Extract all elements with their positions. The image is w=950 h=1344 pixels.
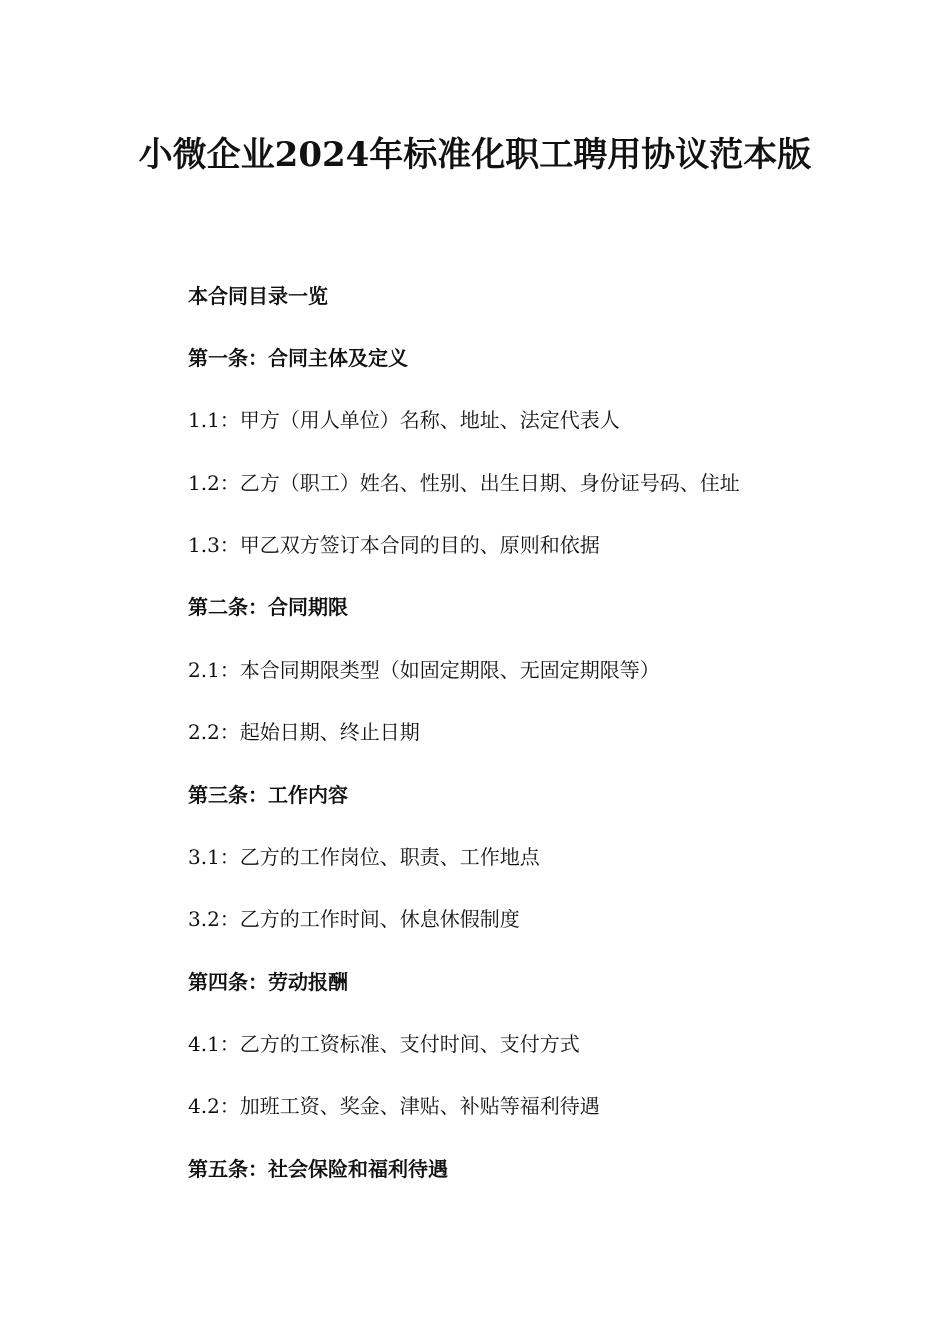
clause-1-2: 1.2：乙方（职工）姓名、性别、出生日期、身份证号码、住址 xyxy=(188,471,740,495)
clause-4-2: 4.2：加班工资、奖金、津贴、补贴等福利待遇 xyxy=(188,1094,600,1118)
clause-1-1: 1.1：甲方（用人单位）名称、地址、法定代表人 xyxy=(188,408,620,432)
clause-4-1: 4.1：乙方的工资标准、支付时间、支付方式 xyxy=(188,1032,580,1056)
clause-3-1: 3.1：乙方的工作岗位、职责、工作地点 xyxy=(188,845,540,869)
article-3-heading: 第三条：工作内容 xyxy=(188,783,348,807)
clause-2-2: 2.2：起始日期、终止日期 xyxy=(188,720,420,744)
article-5-heading: 第五条：社会保险和福利待遇 xyxy=(188,1157,448,1181)
article-4-heading: 第四条：劳动报酬 xyxy=(188,970,348,994)
clause-1-3: 1.3：甲乙双方签订本合同的目的、原则和依据 xyxy=(188,533,600,557)
toc-heading: 本合同目录一览 xyxy=(188,284,328,308)
clause-3-2: 3.2：乙方的工作时间、休息休假制度 xyxy=(188,907,520,931)
document-title: 小微企业2024年标准化职工聘用协议范本版 xyxy=(138,135,812,175)
article-1-heading: 第一条：合同主体及定义 xyxy=(188,346,408,370)
clause-2-1: 2.1：本合同期限类型（如固定期限、无固定期限等） xyxy=(188,658,660,682)
article-2-heading: 第二条：合同期限 xyxy=(188,595,348,619)
